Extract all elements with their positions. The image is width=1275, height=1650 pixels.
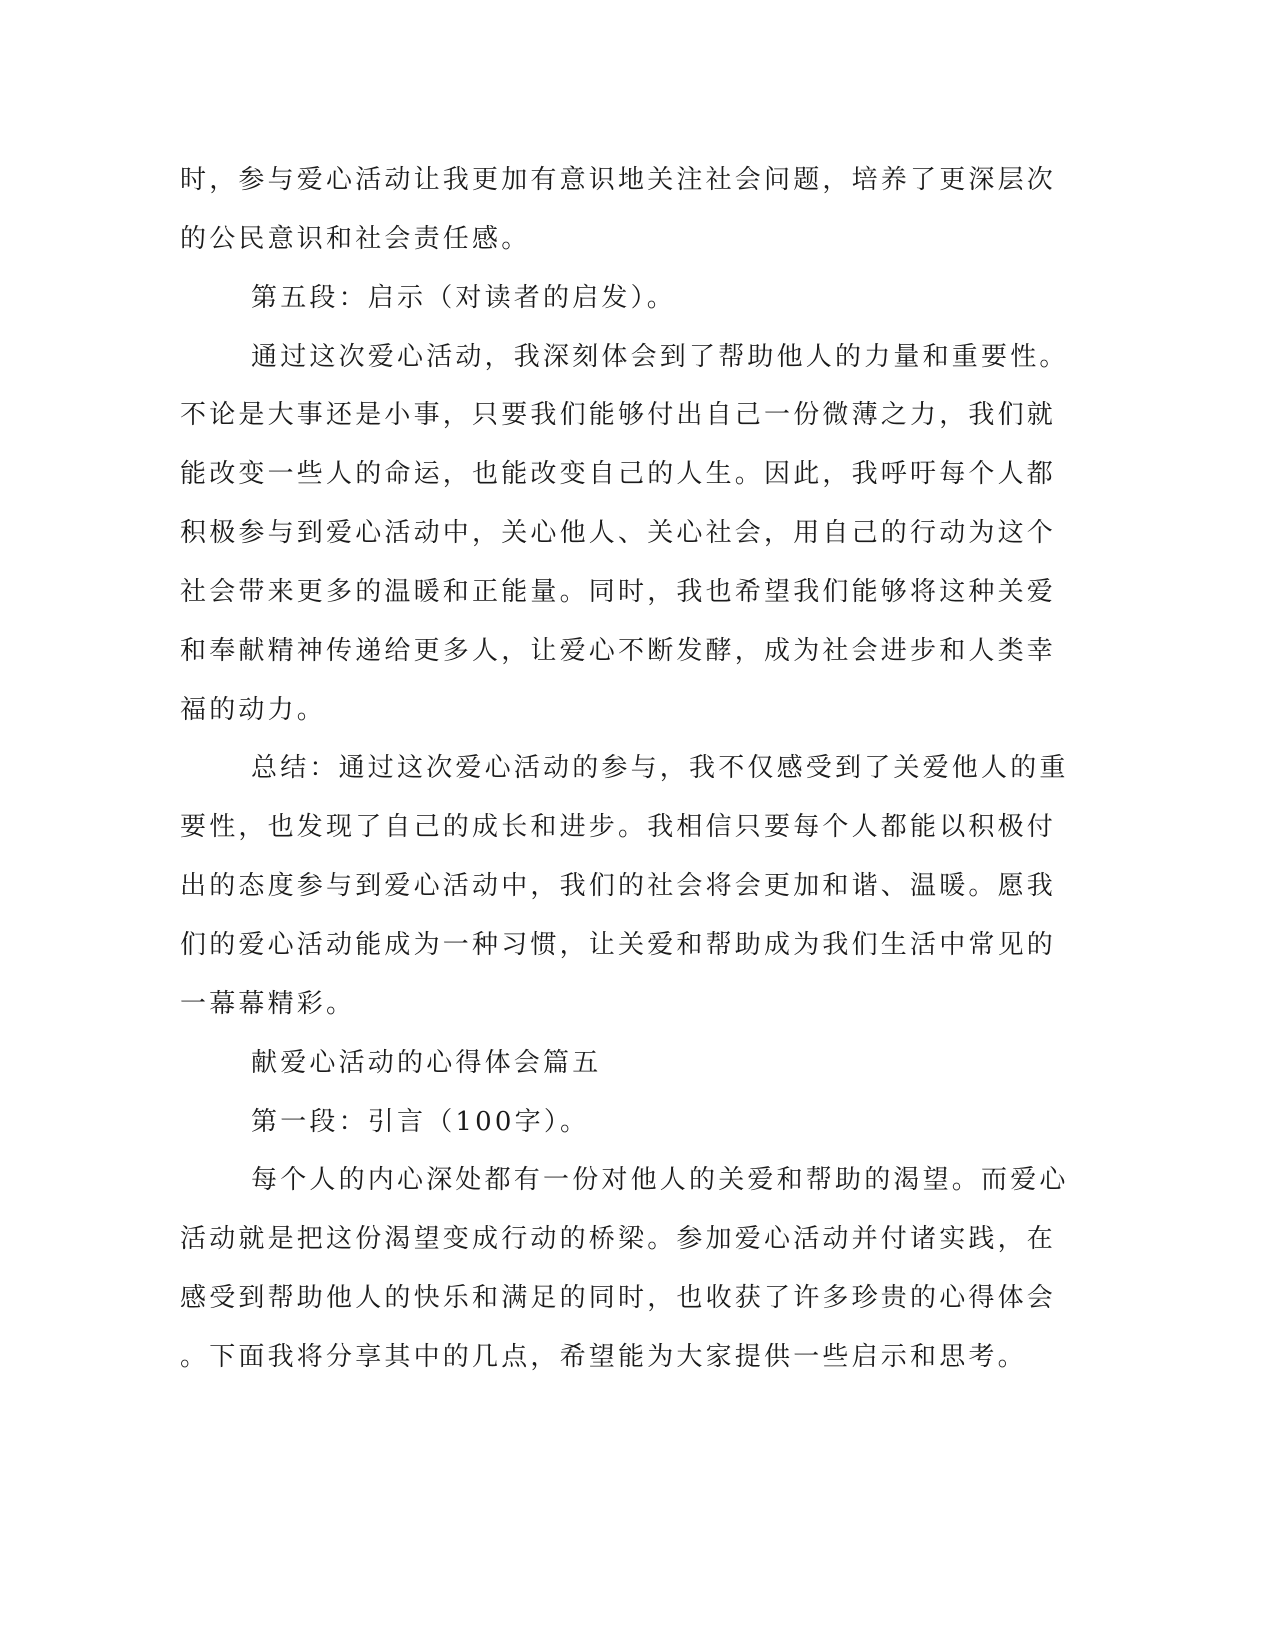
section-heading: 第五段：启示（对读者的启发）。	[251, 283, 677, 313]
text-line: 出的态度参与到爱心活动中，我们的社会将会更加和谐、温暖。愿我	[180, 871, 1057, 901]
text-line: 总结：通过这次爱心活动的参与，我不仅感受到了关爱他人的重	[251, 753, 1069, 783]
section-heading: 第一段：引言（100字）。	[251, 1107, 590, 1137]
text-line: 要性，也发现了自己的成长和进步。我相信只要每个人都能以积极付	[180, 812, 1057, 842]
text-line: 每个人的内心深处都有一份对他人的关爱和帮助的渴望。而爱心	[251, 1165, 1069, 1195]
text-line: 积极参与到爱心活动中，关心他人、关心社会，用自己的行动为这个	[180, 518, 1057, 548]
text-line: 时，参与爱心活动让我更加有意识地关注社会问题，培养了更深层次	[180, 165, 1057, 195]
text-line: 。下面我将分享其中的几点，希望能为大家提供一些启示和思考。	[180, 1342, 1027, 1372]
text-line: 的公民意识和社会责任感。	[180, 224, 531, 254]
text-line: 福的动力。	[180, 695, 327, 725]
text-line: 通过这次爱心活动，我深刻体会到了帮助他人的力量和重要性。	[251, 342, 1069, 372]
text-line: 们的爱心活动能成为一种习惯，让关爱和帮助成为我们生活中常见的	[180, 930, 1057, 960]
text-line: 社会带来更多的温暖和正能量。同时，我也希望我们能够将这种关爱	[180, 577, 1057, 607]
text-line: 和奉献精神传递给更多人，让爱心不断发酵，成为社会进步和人类幸	[180, 636, 1057, 666]
text-line: 能改变一些人的命运，也能改变自己的人生。因此，我呼吁每个人都	[180, 459, 1057, 489]
text-line: 活动就是把这份渴望变成行动的桥梁。参加爱心活动并付诸实践，在	[180, 1224, 1057, 1254]
text-line: 感受到帮助他人的快乐和满足的同时，也收获了许多珍贵的心得体会	[180, 1283, 1057, 1313]
chapter-title: 献爱心活动的心得体会篇五	[251, 1048, 602, 1078]
text-line: 不论是大事还是小事，只要我们能够付出自己一份微薄之力，我们就	[180, 400, 1057, 430]
text-line: 一幕幕精彩。	[180, 989, 356, 1019]
